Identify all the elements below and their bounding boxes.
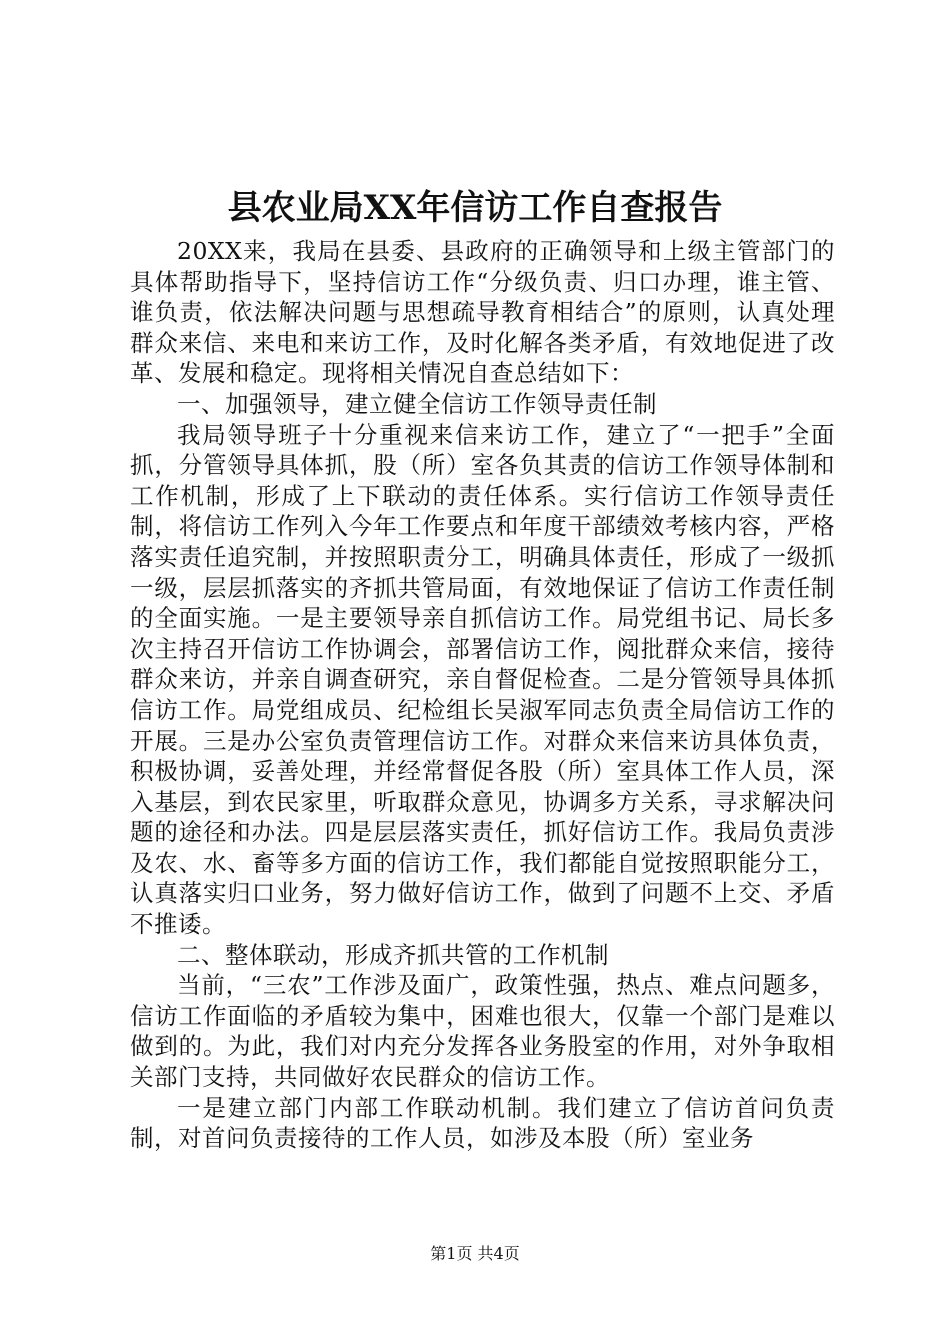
section-2-item-1-paragraph: 一是建立部门内部工作联动机制。我们建立了信访首问负责制，对首问负责接待的工作人员，如涉及本股（所）室业务 xyxy=(130,1093,835,1153)
section-heading-1: 一、加强领导，建立健全信访工作领导责任制 xyxy=(177,389,657,418)
document-title: 县农业局XX年信访工作自查报告 xyxy=(227,188,723,228)
page-footer: 第1页 共4页 xyxy=(430,1244,520,1263)
section-2-paragraph: 当前，“三农”工作涉及面广，政策性强，热点、难点问题多，信访工作面临的矛盾较为集中，困难也很大，仅靠一个部门是难以做到的。为此，我们对内充分发挥各业务股室的作用，对外争取相关部门支持，共同做好农民群众的信访工作。 xyxy=(130,971,835,1092)
section-heading-2: 二、整体联动，形成齐抓共管的工作机制 xyxy=(177,940,609,969)
section-1-paragraph: 我局领导班子十分重视来信来访工作，建立了“一把手”全面抓，分管领导具体抓，股（所）室各负其责的信访工作领导体制和工作机制，形成了上下联动的责任体系。实行信访工作领导责任制，将信访工作列入今年工作要点和年度干部绩效考核内容，严格落实责任追究制，并按照职责分工，明确具体责任，形成了一级抓一级，层层抓落实的齐抓共管局面，有效地保证了信访工作责任制的全面实施。一是主要领导亲自抓信访工作。局党组书记、局长多次主持召开信访工作协调会，部署信访工作，阅批群众来信，接待群众来访，并亲自调查研究，亲自督促检查。二是分管领导具体抓信访工作。局党组成员、纪检组长吴淑军同志负责全局信访工作的开展。三是办公室负责管理信访工作。对群众来信来访具体负责，积极协调，妥善处理，并经常督促各股（所）室具体工作人员，深入基层，到农民家里，听取群众意见，协调多方关系，寻求解决问题的途径和办法。四是层层落实责任，抓好信访工作。我局负责涉及农、水、畜等多方面的信访工作，我们都能自觉按照职能分工，认真落实归口业务，努力做好信访工作，做到了问题不上交、矛盾不推诿。 xyxy=(130,420,835,939)
document-body xyxy=(130,236,835,1154)
intro-paragraph: 20XX来，我局在县委、县政府的正确领导和上级主管部门的具体帮助指导下，坚持信访工作“分级负责、归口办理，谁主管、谁负责，依法解决问题与思想疏导教育相结合”的原则，认真处理群众来信、来电和来访工作，及时化解各类矛盾，有效地促进了改革、发展和稳定。现将相关情况自查总结如下： xyxy=(130,237,835,388)
